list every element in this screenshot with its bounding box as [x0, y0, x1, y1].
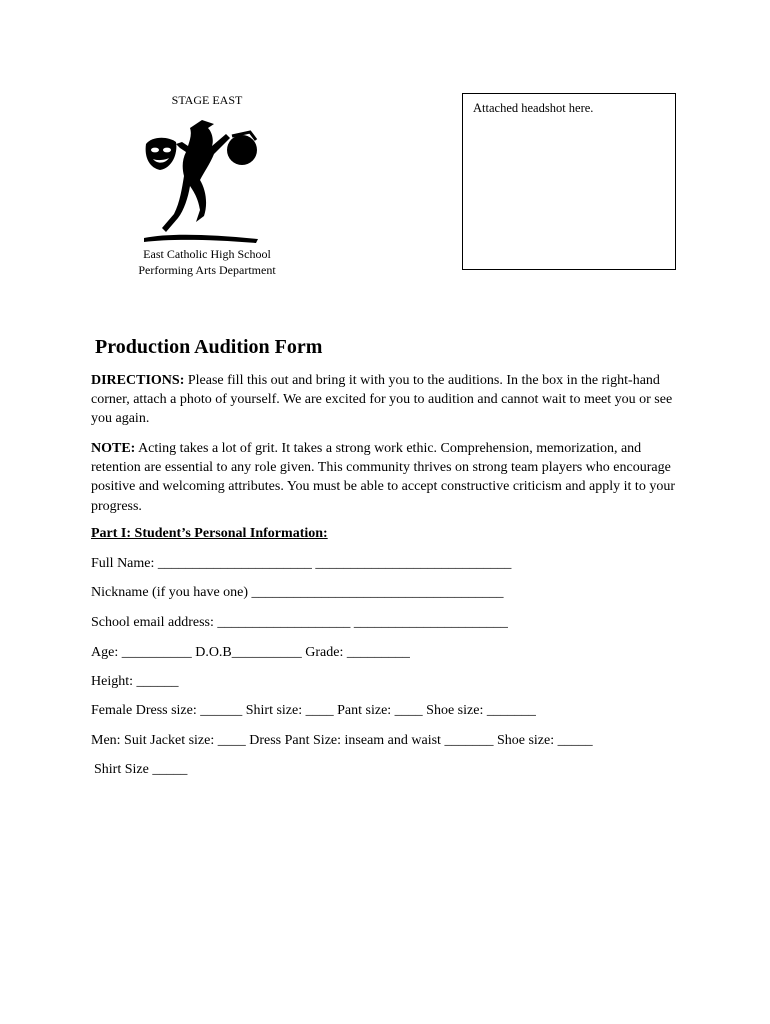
theater-mask-dancer-icon [138, 118, 263, 246]
female-sizes-line: Female Dress size: ______ Shirt size: ____ Pant size: ____ Shoe size: _______ [91, 703, 536, 718]
age-dob-grade-field[interactable] [91, 645, 410, 661]
org-name: STAGE EAST [171, 93, 243, 107]
school-email-field[interactable] [91, 615, 508, 631]
directions-text: Please fill this out and bring it with you to the auditions. In the box in the right-hand corner, attach a photo of yourself. We are excited for you to audition and cannot wait to meet you or see you again. [91, 373, 673, 427]
department-name: Performing Arts Department [138, 263, 276, 277]
form-title: Production Audition Form [95, 336, 323, 358]
note-paragraph [91, 439, 691, 516]
full-name-line: Full Name: ______________________ ____________________________ [91, 556, 512, 571]
part1-heading: Part I: Student’s Personal Information: [91, 526, 328, 541]
height-line: Height: ______ [91, 674, 179, 689]
men-sizes-field[interactable] [91, 733, 593, 749]
headshot-label: Attached headshot here. [473, 101, 594, 115]
full-name-field[interactable] [91, 556, 511, 572]
height-field[interactable] [91, 674, 179, 690]
nickname-field[interactable] [91, 585, 504, 601]
nickname-line: Nickname (if you have one) ____________________________________ [91, 585, 504, 600]
directions-paragraph [91, 371, 691, 429]
shirt-size-field[interactable] [94, 762, 187, 778]
age-dob-grade-line: Age: __________ D.O.B__________ Grade: _________ [91, 645, 410, 660]
men-sizes-line: Men: Suit Jacket size: ____ Dress Pant Size: inseam and waist _______ Shoe size: _____ [91, 733, 593, 748]
school-info [120, 246, 294, 278]
headshot-box[interactable] [462, 93, 676, 270]
note-label: NOTE: [91, 441, 136, 456]
directions-label: DIRECTIONS: [91, 373, 185, 388]
school-name: East Catholic High School [143, 247, 271, 261]
school-email-line: School email address: ___________________ ______________________ [91, 615, 508, 630]
note-text: Acting takes a lot of grit. It takes a strong work ethic. Comprehension, memorization, and retention are essential to any role given. This community thrives on strong team players who encourage positive and welcoming attributes. You must be able to accept constructive criticism and apply it to your progress. [91, 441, 675, 514]
shirt-size-line: Shirt Size _____ [94, 762, 188, 777]
female-sizes-field[interactable] [91, 703, 536, 719]
